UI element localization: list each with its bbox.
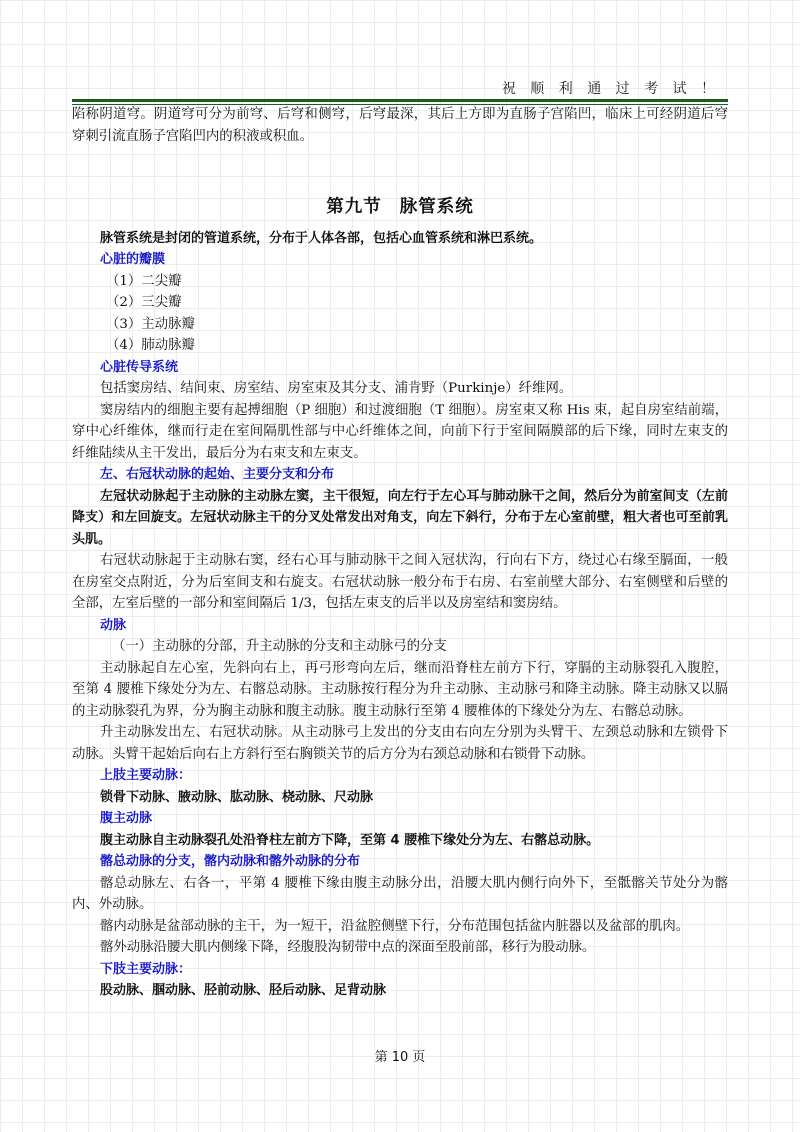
abdominal-heading: 腹主动脉 [100, 811, 153, 826]
page-number: 第 10 页 [374, 1050, 426, 1065]
iliac-paragraph: 髂内动脉是盆部动脉的主干，为一短干，沿盆腔侧壁下行，分布范围包括盆内脏器以及盆部的肌肉。 [100, 918, 690, 934]
abdominal-paragraph: 腹主动脉自主动脉裂孔处沿脊柱左前方下降，至第 4 腰椎下缘处分为左、右髂总动脉。 [100, 832, 600, 848]
coronary-heading: 左、右冠状动脉的起始、主要分支和分布 [100, 467, 335, 482]
iliac-paragraph: 髂外动脉沿腰大肌内侧缘下降，经腹股沟韧带中点的深面至股前部，移行为股动脉。 [100, 940, 596, 955]
header-slogan: 祝 顺 利 通 过 考 试 ！ [501, 81, 720, 97]
aorta-branches-paragraph: 升主动脉发出左、右冠状动脉。从主动脉弓上发出的分支由右向左分别为头臂干、左颈总动脉和左锁骨下动脉。头臂干起始后向右上方斜行至右胸锁关节的后方分为右颈总动脉和右锁骨下动脉。 [72, 725, 728, 762]
page-content [72, 104, 728, 1002]
valve-item: （2）三尖瓣 [106, 295, 182, 310]
header-rule [72, 99, 728, 102]
conduction-heading: 心脏传导系统 [100, 359, 179, 375]
section-number: 第九节 [326, 197, 382, 217]
valve-item: （4）肺动脉瓣 [106, 338, 195, 353]
right-coronary-paragraph: 右冠状动脉起于主动脉右窦，经右心耳与肺动脉干之间入冠状沟，行向右下方，绕过心右缘至膈面，一般在房室交点附近，分为后室间支和右旋支。右冠状动脉一般分布于右房、右室前壁大部分、右室侧壁和后壁的全部，左室后壁的一部分和室间隔后 1/3，包括左束支的后半以及房室结和窦房结。 [72, 553, 728, 611]
lower-limb-heading: 下肢主要动脉： [100, 961, 192, 977]
summary-paragraph: 脉管系统是封闭的管道系统，分布于人体各部，包括心血管系统和淋巴系统。 [100, 230, 543, 246]
conduction-paragraph: 窦房结内的细胞主要有起搏细胞（P 细胞）和过渡细胞（T 细胞）。房室束又称 His 束，起自房室结前端，穿中心纤维体，继而行走在室间隔肌性部与中心纤维体之间，向前下行于室间隔膜部的后下缘，同时左束支的纤维陆续从主干发出，最后分为右束支和左束支。 [72, 402, 728, 461]
upper-limb-list: 锁骨下动脉、腋动脉、肱动脉、桡动脉、尺动脉 [100, 789, 374, 805]
section-title [72, 197, 728, 219]
upper-limb-heading: 上肢主要动脉： [100, 768, 192, 783]
section-name: 脉管系统 [399, 197, 474, 217]
left-coronary-paragraph: 左冠状动脉起于主动脉的主动脉左窦，主干很短，向左行于左心耳与肺动脉干之间，然后分为前室间支（左前降支）和左回旋支。左冠状动脉主干的分叉处常发出对角支，向左下斜行，分布于左心室前壁，粗大者也可至前乳头肌。 [72, 488, 728, 547]
artery-subheading: （一）主动脉的分部，升主动脉的分支和主动脉弓的分支 [112, 639, 447, 654]
lower-limb-list: 股动脉、腘动脉、胫前动脉、胫后动脉、足背动脉 [100, 983, 387, 998]
conduction-paragraph: 包括窦房结、结间束、房室结、房室束及其分支、浦肯野（Purkinje）纤维网。 [100, 381, 573, 396]
valve-item: （3）主动脉瓣 [106, 316, 195, 332]
intro-paragraph: 陷称阴道穹。阴道穹可分为前穹、后穹和侧穹，后穹最深，其后上方即为直肠子宫陷凹，临床上可经阴道后穹穿刺引流直肠子宫陷凹内的积液或积血。 [72, 107, 728, 144]
aorta-paragraph: 主动脉起自左心室，先斜向右上，再弓形弯向左后，继而沿脊柱左前方下行，穿膈的主动脉裂孔入腹腔，至第 4 腰椎下缘处分为左、右髂总动脉。主动脉按行程分为升主动脉、主动脉弓和降主动脉。降主动脉又以膈的主动脉裂孔为界，分为胸主动脉和腹主动脉。腹主动脉行至第 4 腰椎体的下缘处分为左、右髂总动脉。 [72, 660, 728, 719]
artery-heading: 动脉 [100, 617, 127, 633]
iliac-heading: 髂总动脉的分支，髂内动脉和髂外动脉的分布 [100, 854, 361, 869]
iliac-paragraph: 髂总动脉左、右各一，平第 4 腰椎下缘由腹主动脉分出，沿腰大肌内侧行向外下，至骶髂关节处分为髂内、外动脉。 [72, 875, 728, 912]
valves-heading: 心脏的瓣膜 [100, 252, 166, 267]
valve-item: （1）二尖瓣 [106, 273, 182, 289]
